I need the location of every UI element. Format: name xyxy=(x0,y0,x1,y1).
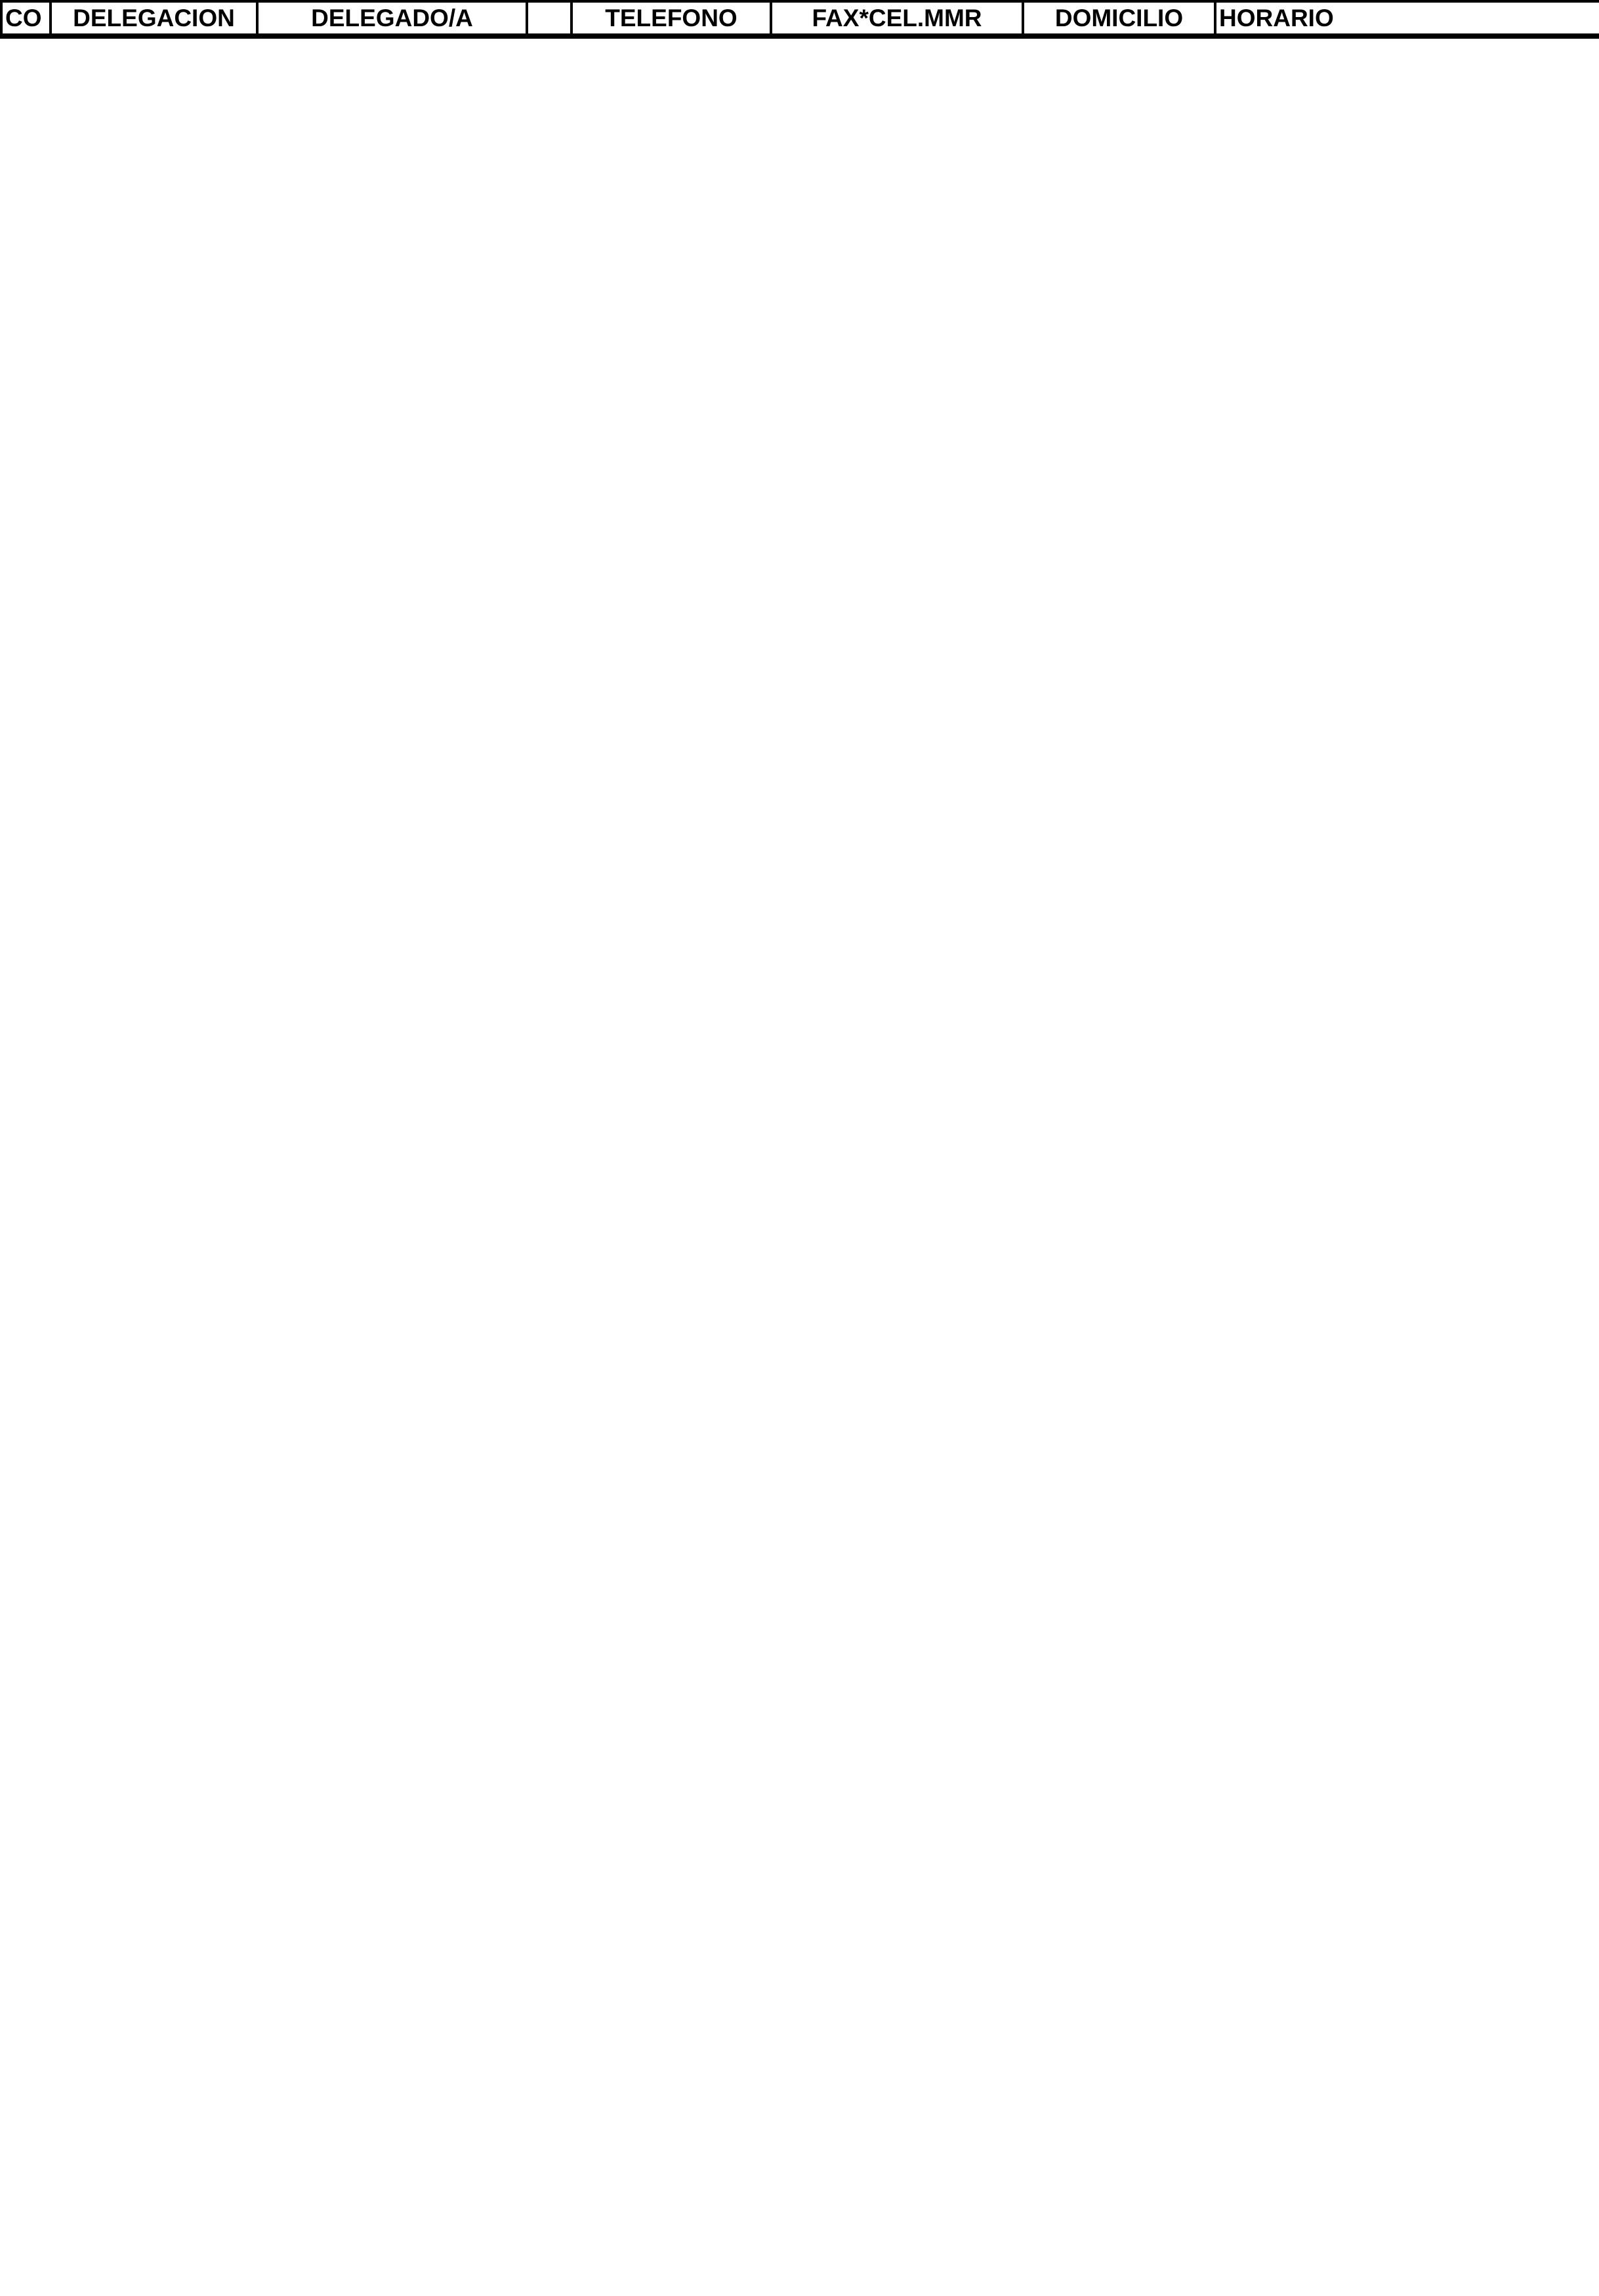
header-role xyxy=(527,1,571,36)
delegations-table xyxy=(0,0,1599,36)
table-header xyxy=(1,1,1599,36)
header-fax-cel: FAX*CEL.MMR xyxy=(771,1,1023,36)
header-delegado: DELEGADO/A xyxy=(257,1,527,36)
header-delegacion: DELEGACION xyxy=(51,1,257,36)
header-co: CO xyxy=(1,1,51,36)
header-horario: HORARIO xyxy=(1215,1,1599,36)
header-domicilio: DOMICILIO xyxy=(1023,1,1215,36)
header-row xyxy=(1,1,1599,36)
header-telefono: TELEFONO xyxy=(571,1,771,36)
